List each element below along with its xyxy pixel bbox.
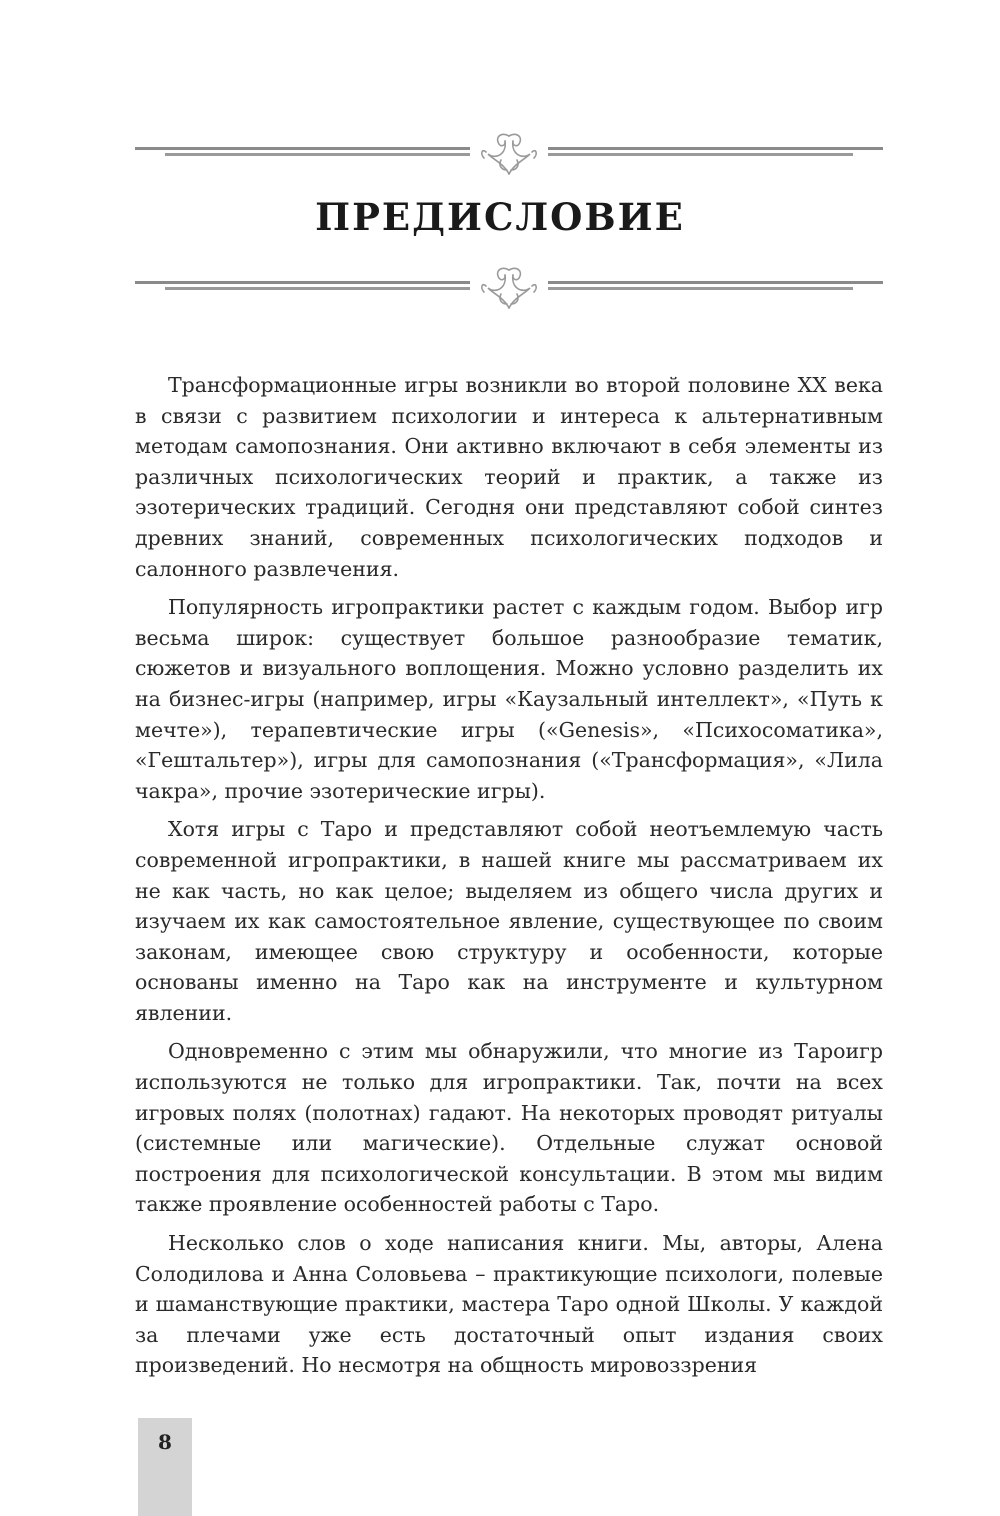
paragraph: Одновременно с этим мы обнаружили, что многие из Тароигр используются не только для игропрактики. Так, почти на всех игровых полях (полотнах) гадают. На некоторых проводят ритуалы (системные или магические). Отдельные служат основой построения для психологической консультации. В этом мы видим также проявление особенностей работы с Таро. <box>135 1039 883 1217</box>
swan-ornament-icon <box>474 130 544 180</box>
chapter-title: ПРЕДИСЛОВИЕ <box>315 195 685 239</box>
header-ornament-bottom <box>135 264 883 314</box>
ornament-lines-right <box>548 281 883 297</box>
header-ornament-top <box>135 130 883 180</box>
ornament-lines-right <box>548 147 883 163</box>
swan-ornament-icon <box>474 264 544 314</box>
paragraph: Несколько слов о ходе написания книги. Мы, авторы, Алена Солодилова и Анна Соловьева – практикующие психологи, полевые и шаманствующие практики, мастера Таро одной Школы. У каждой за плечами уже есть достаточный опыт издания своих произведений. Но несмотря на общность мировоззрения <box>135 1231 883 1378</box>
paragraph: Популярность игропрактики растет с каждым годом. Выбор игр весьма широк: существует большое разнообразие тематик, сюжетов и визуального воплощения. Можно условно разделить их на бизнес-игры (например, игры «Каузальный интеллект», «Путь к мечте»), терапевтические игры («Genesis», «Психосоматика», «Гештальтер»), игры для самопознания («Трансформация», «Лила чакра», прочие эзотерические игры). <box>135 595 883 803</box>
body-text <box>135 370 883 1389</box>
ornament-lines-left <box>135 281 470 297</box>
ornament-lines-left <box>135 147 470 163</box>
page-number-tab <box>138 1418 192 1516</box>
paragraph: Хотя игры с Таро и представляют собой неотъемлемую часть современной игропрактики, в нашей книге мы рассматриваем их не как часть, но как целое; выделяем из общего числа других и изучаем их как самостоятельное явление, существующее по своим законам, имеющее свою структуру и особенности, которые основаны именно на Таро как на инструменте и культурном явлении. <box>135 817 883 1025</box>
page-number: 8 <box>158 1430 172 1454</box>
paragraph: Трансформационные игры возникли во второй половине XX века в связи с развитием психологии и интереса к альтернативным методам самопознания. Они активно включают в себя элементы из различных психологических теорий и практик, а также из эзотерических традиций. Сегодня они представляют собой синтез древних знаний, современных психологических подходов и салонного развлечения. <box>135 373 883 581</box>
